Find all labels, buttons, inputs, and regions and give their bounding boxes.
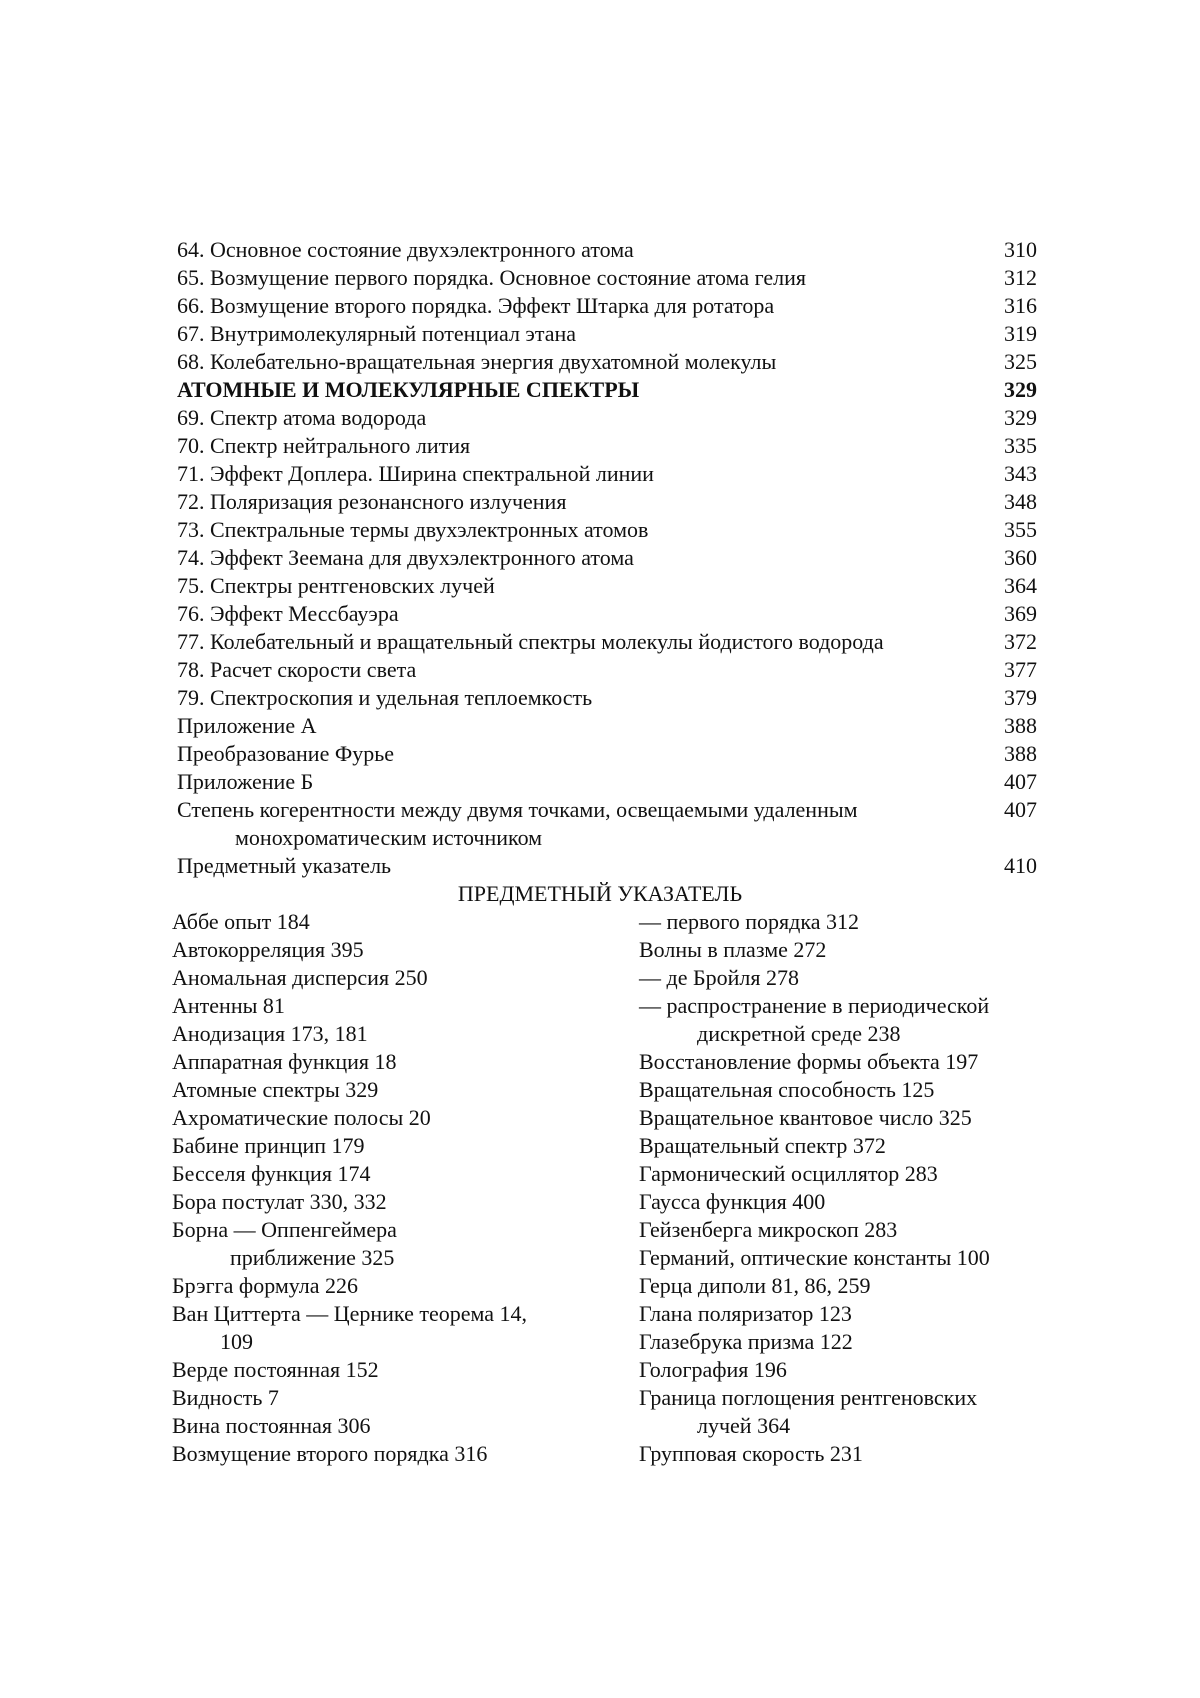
index-entry-continuation: дискретной среде 238: [697, 1021, 901, 1046]
index-entry: [639, 1384, 1042, 1440]
index-entry: Глана поляризатор 123: [639, 1301, 852, 1326]
toc-entry-page: 360: [1004, 545, 1037, 570]
toc-entry-page: 329: [1004, 405, 1037, 430]
toc-entry: [177, 460, 1037, 488]
toc-entry-title: Приложение Б: [177, 769, 314, 794]
toc-section-page: 329: [1004, 377, 1037, 402]
toc-entry: [177, 292, 1037, 320]
index-entry: — первого порядка 312: [639, 909, 859, 934]
toc-entry-title: 72. Поляризация резонансного излучения: [177, 489, 567, 514]
toc-entry-page: 316: [1004, 293, 1037, 318]
toc-entry-title: 79. Спектроскопия и удельная теплоемкость: [177, 685, 593, 710]
index-entry-continuation: лучей 364: [697, 1413, 791, 1438]
toc-entry-title: 74. Эффект Зеемана для двухэлектронного атома: [177, 545, 634, 570]
index-entry-continuation: 109: [220, 1329, 253, 1354]
index-entry: [172, 1300, 639, 1356]
toc-entry-page: 310: [1004, 237, 1037, 262]
toc-entry-page: 312: [1004, 265, 1037, 290]
toc-entry: [177, 740, 1037, 768]
index-entry: Верде постоянная 152: [172, 1357, 379, 1382]
toc-entry-title: Приложение А: [177, 713, 317, 738]
toc-entry-title: 71. Эффект Доплера. Ширина спектральной линии: [177, 461, 654, 486]
index-entry: Ахроматические полосы 20: [172, 1105, 431, 1130]
index-entry: [172, 1216, 639, 1272]
toc-entry: [177, 600, 1037, 628]
index-entry-line: Ван Циттерта — Цернике теорема 14,: [172, 1301, 528, 1326]
index-entry: Гаусса функция 400: [639, 1189, 826, 1214]
toc-entry-page: 335: [1004, 433, 1037, 458]
toc-entry-title: Предметный указатель: [177, 853, 392, 878]
toc-section-title: АТОМНЫЕ И МОЛЕКУЛЯРНЫЕ СПЕКТРЫ: [177, 377, 640, 402]
index-entry-line: — распространение в периодической: [639, 993, 990, 1018]
toc-entry-page: 355: [1004, 517, 1037, 542]
toc-entry: [177, 348, 1037, 376]
index-entry-continuation: приближение 325: [230, 1245, 395, 1270]
index-entry: Вина постоянная 306: [172, 1413, 371, 1438]
toc-section-heading: [177, 376, 1037, 404]
index-entry: Глазебрука призма 122: [639, 1329, 853, 1354]
index-entry: Бора постулат 330, 332: [172, 1189, 387, 1214]
index-entry: Атомные спектры 329: [172, 1077, 379, 1102]
toc-entry: [177, 516, 1037, 544]
toc-entry: [177, 572, 1037, 600]
toc-entry: [177, 264, 1037, 292]
toc-entry: [177, 544, 1037, 572]
index-entry: Брэгга формула 226: [172, 1273, 359, 1298]
toc-entry: [177, 432, 1037, 460]
index-entry-line: Граница поглощения рентгеновских: [639, 1385, 978, 1410]
index-entry: Видность 7: [172, 1385, 279, 1410]
toc-entry-page: 364: [1004, 573, 1037, 598]
toc-entry-title: 78. Расчет скорости света: [177, 657, 417, 682]
index-entry-line: Борна — Оппенгеймера: [172, 1217, 397, 1242]
toc-entry-page: 407: [1004, 797, 1037, 822]
toc-entry-title: 73. Спектральные термы двухэлектронных атомов: [177, 517, 649, 542]
toc-entry-title-line: Степень когерентности между двумя точками, освещаемыми удаленным: [177, 797, 858, 822]
toc-entry-page: 369: [1004, 601, 1037, 626]
index-entry: Вращательное квантовое число 325: [639, 1105, 972, 1130]
index-entry: Автокорреляция 395: [172, 937, 364, 962]
toc-entry-page: 388: [1004, 741, 1037, 766]
index-column-right: [639, 908, 1042, 1468]
toc-entry-page: 319: [1004, 321, 1037, 346]
toc-entry-title: [177, 796, 981, 852]
toc-entry-title: 77. Колебательный и вращательный спектры молекулы йодистого водорода: [177, 629, 884, 654]
toc-entry-title: 65. Возмущение первого порядка. Основное состояние атома гелия: [177, 265, 806, 290]
index-entry: Аномальная дисперсия 250: [172, 965, 428, 990]
toc-entry-title: 70. Спектр нейтрального лития: [177, 433, 471, 458]
index-entry: Групповая скорость 231: [639, 1441, 863, 1466]
toc-entry: [177, 768, 1037, 796]
index-entry: Германий, оптические константы 100: [639, 1245, 990, 1270]
toc-entry-page: 377: [1004, 657, 1037, 682]
toc-entry: [177, 320, 1037, 348]
index-entry: — де Бройля 278: [639, 965, 799, 990]
toc-entry-page: 410: [1004, 853, 1037, 878]
toc-entry-title: 64. Основное состояние двухэлектронного атома: [177, 237, 634, 262]
index-entry: Вращательный спектр 372: [639, 1133, 886, 1158]
table-of-contents: [177, 236, 1037, 880]
toc-entry-title: 66. Возмущение второго порядка. Эффект Штарка для ротатора: [177, 293, 775, 318]
index-heading: ПРЕДМЕТНЫЙ УКАЗАТЕЛЬ: [457, 881, 743, 906]
toc-entry: [177, 852, 1037, 880]
index-entry: Голография 196: [639, 1357, 787, 1382]
toc-entry-title: 68. Колебательно-вращательная энергия двухатомной молекулы: [177, 349, 777, 374]
index-entry: Восстановление формы объекта 197: [639, 1049, 979, 1074]
index-entry: Волны в плазме 272: [639, 937, 827, 962]
toc-entry-page: 388: [1004, 713, 1037, 738]
toc-entry-title: 69. Спектр атома водорода: [177, 405, 427, 430]
index-entry: [639, 992, 1042, 1048]
index-column-left: [172, 908, 639, 1468]
toc-entry: [177, 712, 1037, 740]
toc-entry-title: Преобразование Фурье: [177, 741, 395, 766]
index-entry: Гейзенберга микроскоп 283: [639, 1217, 898, 1242]
index-entry: Бабине принцип 179: [172, 1133, 365, 1158]
toc-entry: [177, 628, 1037, 656]
toc-entry: [177, 404, 1037, 432]
toc-entry-title-continuation: монохроматическим источником: [235, 825, 543, 850]
index-entry: Герца диполи 81, 86, 259: [639, 1273, 871, 1298]
toc-entry-title: 76. Эффект Мессбауэра: [177, 601, 399, 626]
toc-entry: [177, 684, 1037, 712]
toc-entry-page: 372: [1004, 629, 1037, 654]
toc-entry: [177, 656, 1037, 684]
index-entry: Возмущение второго порядка 316: [172, 1441, 488, 1466]
toc-entry-page: 343: [1004, 461, 1037, 486]
index-entry: Анодизация 173, 181: [172, 1021, 368, 1046]
index-entry: Аппаратная функция 18: [172, 1049, 397, 1074]
index-entry: Гармонический осциллятор 283: [639, 1161, 938, 1186]
toc-entry-page: 407: [1004, 769, 1037, 794]
toc-entry: [177, 796, 1037, 852]
toc-entry-page: 348: [1004, 489, 1037, 514]
toc-entry-title: 67. Внутримолекулярный потенциал этана: [177, 321, 577, 346]
index-entry: Антенны 81: [172, 993, 285, 1018]
toc-entry: [177, 236, 1037, 264]
toc-entry: [177, 488, 1037, 516]
index-entry: Бесселя функция 174: [172, 1161, 371, 1186]
toc-entry-page: 379: [1004, 685, 1037, 710]
toc-entry-page: 325: [1004, 349, 1037, 374]
index-entry: Вращательная способность 125: [639, 1077, 935, 1102]
subject-index: [172, 908, 1042, 1468]
index-entry: Аббе опыт 184: [172, 909, 310, 934]
toc-entry-title: 75. Спектры рентгеновских лучей: [177, 573, 495, 598]
